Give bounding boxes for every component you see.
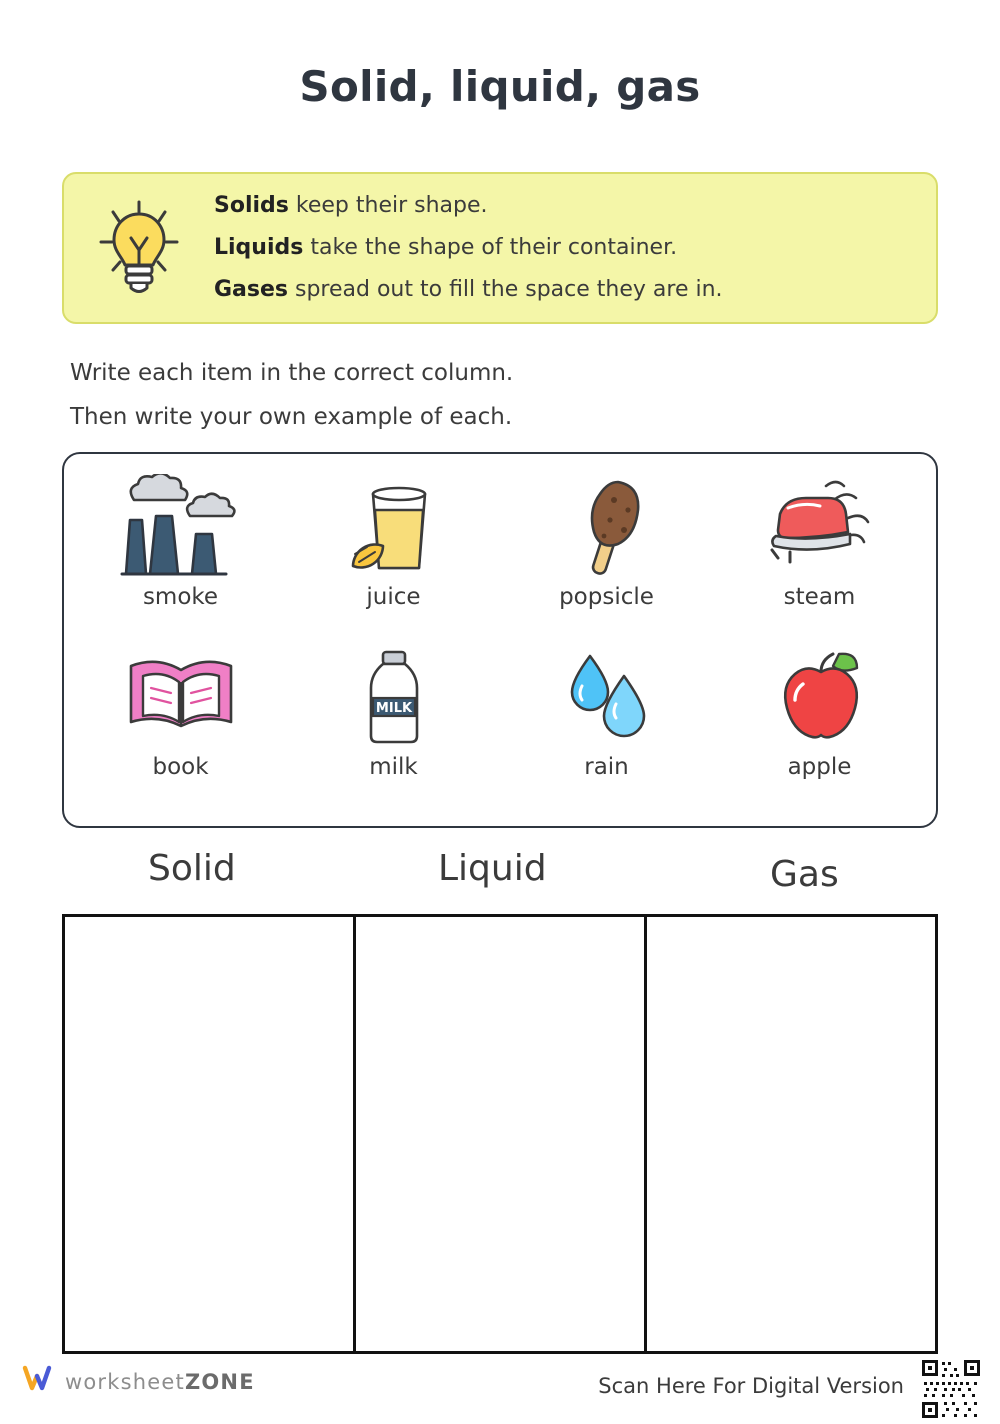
tip-lines <box>214 185 936 310</box>
instructions <box>70 352 930 439</box>
answer-table <box>62 914 938 1354</box>
column-header-solid: Solid <box>148 848 236 889</box>
word-bank-item-steam <box>713 472 926 642</box>
scan-instruction-text: Scan Here For Digital Version <box>598 1374 904 1398</box>
steam-iron-icon <box>760 472 880 580</box>
word-bank-label: rain <box>584 754 629 780</box>
word-bank-label: book <box>152 754 209 780</box>
word-bank-item-rain <box>500 642 713 812</box>
answer-column-liquid[interactable] <box>356 917 647 1351</box>
column-headers <box>62 848 938 910</box>
logo-mark-icon <box>22 1362 56 1402</box>
logo-text <box>65 1370 255 1394</box>
tip-rest-liquids: take the shape of their container. <box>303 235 678 261</box>
word-bank-item-popsicle <box>500 472 713 642</box>
word-bank-label: apple <box>787 754 852 780</box>
popsicle-icon <box>552 472 662 580</box>
word-bank-label: steam <box>783 584 856 610</box>
lightbulb-icon <box>64 194 214 302</box>
column-header-liquid: Liquid <box>438 848 547 889</box>
tip-bold-liquids: Liquids <box>214 235 304 261</box>
logo-text-light: worksheet <box>65 1370 185 1394</box>
word-bank <box>62 452 938 828</box>
word-bank-item-milk <box>287 642 500 812</box>
juice-glass-icon <box>339 472 449 580</box>
rain-drops-icon <box>552 642 662 750</box>
word-bank-label: milk <box>369 754 418 780</box>
tip-bold-solids: Solids <box>214 193 289 219</box>
svg-text:MILK: MILK <box>375 701 412 716</box>
worksheet-zone-logo[interactable] <box>22 1362 255 1402</box>
column-header-gas: Gas <box>770 854 839 895</box>
tip-line-gases <box>214 269 912 311</box>
instruction-line-1: Write each item in the correct column. <box>70 360 514 386</box>
word-bank-item-book <box>74 642 287 812</box>
word-bank-item-juice <box>287 472 500 642</box>
word-bank-row-1 <box>74 472 926 642</box>
word-bank-item-apple <box>713 642 926 812</box>
factory-smoke-icon <box>116 472 246 580</box>
tip-box <box>62 172 938 324</box>
word-bank-label: popsicle <box>559 584 654 610</box>
tip-rest-gases: spread out to fill the space they are in. <box>288 276 723 302</box>
logo-text-bold: ZONE <box>184 1370 255 1394</box>
qr-code-icon[interactable] <box>920 1358 982 1420</box>
instruction-line-2: Then write your own example of each. <box>70 403 513 430</box>
word-bank-row-2 <box>74 642 926 812</box>
word-bank-label: smoke <box>142 584 219 610</box>
tip-line-liquids <box>214 227 912 269</box>
answer-column-gas[interactable] <box>647 917 935 1351</box>
word-bank-label: juice <box>366 584 421 610</box>
open-book-icon <box>121 642 241 750</box>
word-bank-item-smoke <box>74 472 287 642</box>
milk-bottle-icon <box>349 642 439 750</box>
tip-rest-solids: keep their shape. <box>288 193 488 219</box>
tip-line-solids <box>214 185 912 227</box>
tip-bold-gases: Gases <box>214 276 289 302</box>
answer-column-solid[interactable] <box>65 917 356 1351</box>
footer <box>0 1358 1000 1414</box>
page-title: Solid, liquid, gas <box>299 62 701 111</box>
apple-icon <box>765 642 875 750</box>
